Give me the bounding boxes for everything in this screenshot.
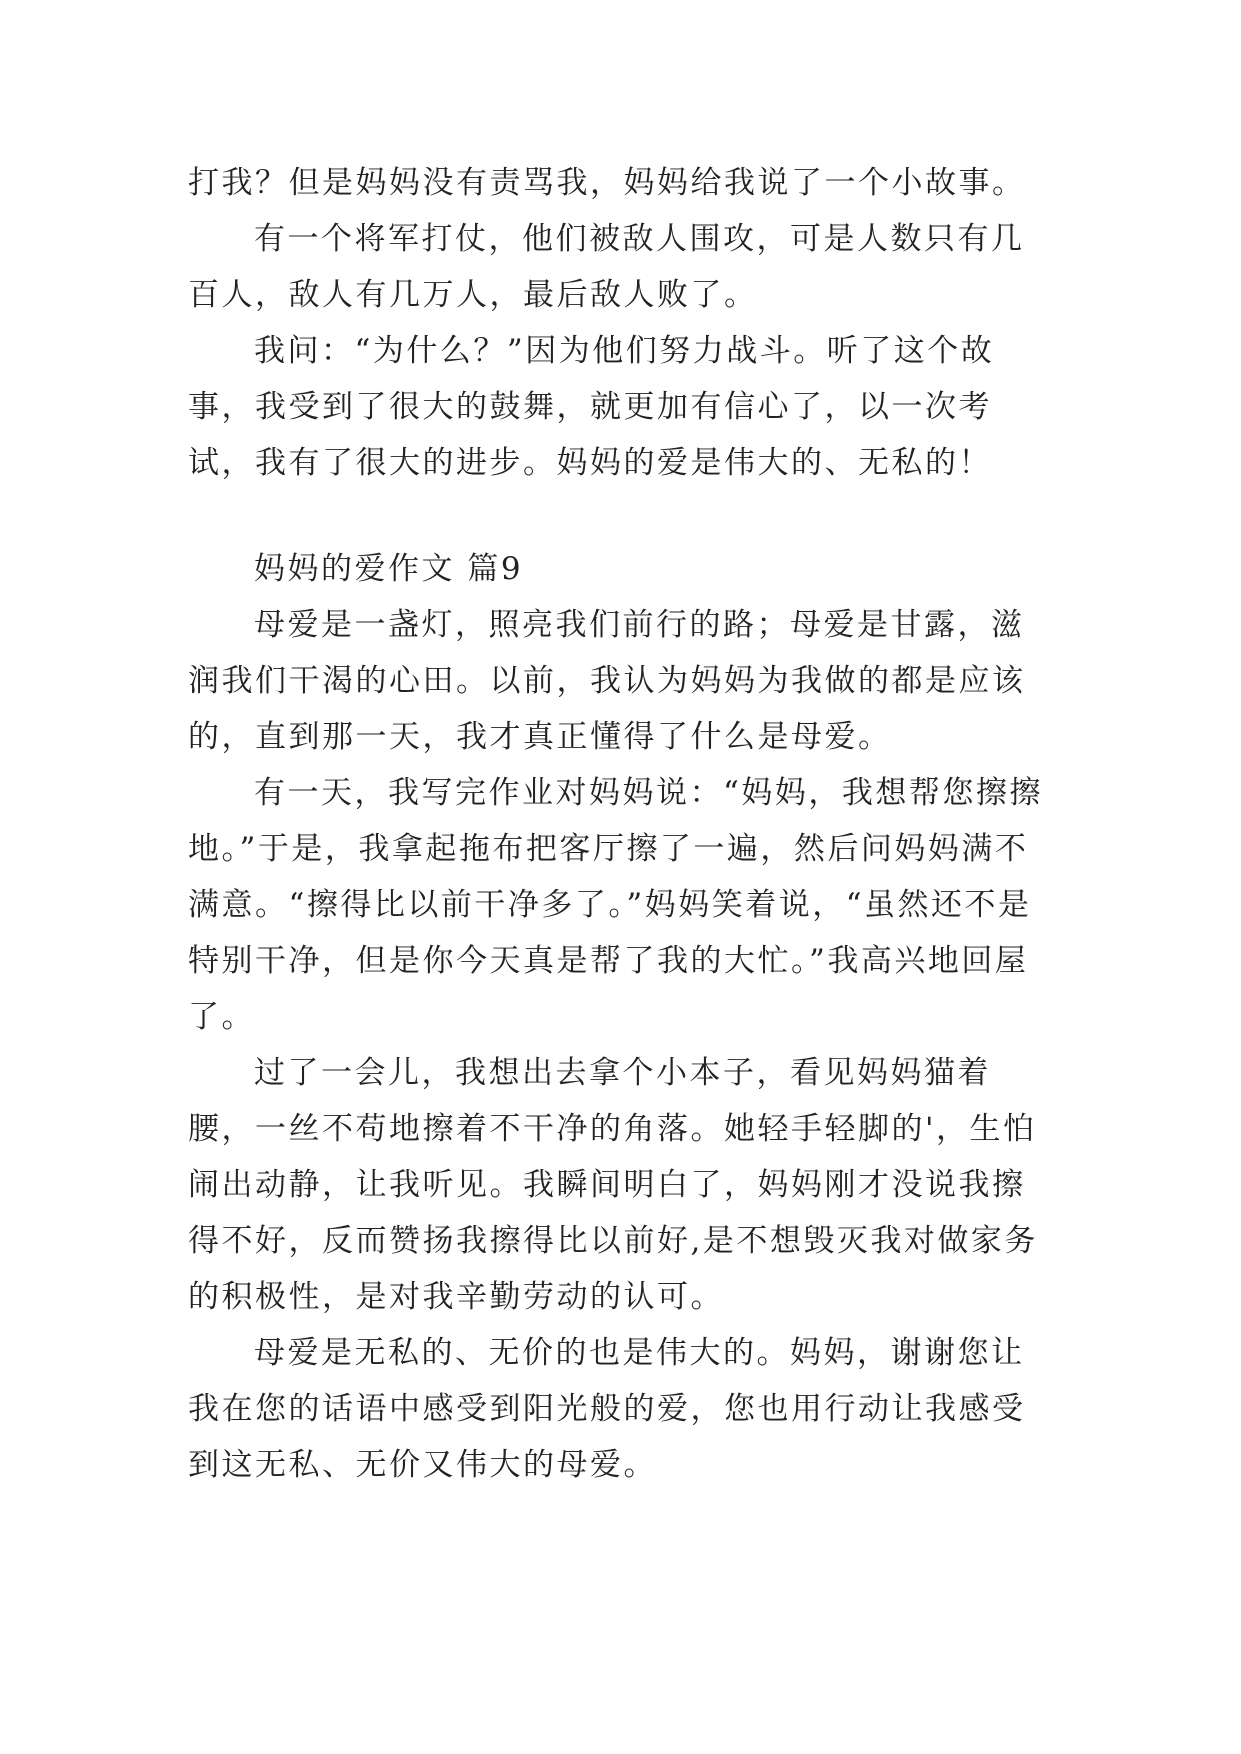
paragraph-7: 母爱是无私的、无价的也是伟大的。妈妈，谢谢您让我在您的话语中感受到阳光般的爱，您也用行动让我感受到这无私、无价又伟大的母爱。 (188, 1335, 1026, 1483)
paragraph-2: 有一个将军打仗，他们被敌人围攻，可是人数只有几百人，敌人有几万人，最后敌人败了。 (188, 221, 1025, 313)
paragraph-5: 有一天，我写完作业对妈妈说：“妈妈，我想帮您擦擦地。”于是，我拿起拖布把客厅擦了一遍，然后问妈妈满不满意。“擦得比以前干净多了。”妈妈笑着说，“虽然还不是特别干净，但是你今天真是帮了我的大忙。”我高兴地回屋了。 (188, 775, 1043, 1035)
paragraph-4: 母爱是一盏灯，照亮我们前行的路；母爱是甘露，滋润我们干渴的心田。以前，我认为妈妈为我做的都是应该的，直到那一天，我才真正懂得了什么是母爱。 (188, 607, 1026, 755)
paragraph-6: 过了一会儿，我想出去拿个小本子，看见妈妈猫着腰，一丝不苟地擦着不干净的角落。她轻手轻脚的'，生怕闹出动静，让我听见。我瞬间明白了，妈妈刚才没说我擦得不好，反而赞扬我擦得比以前好,是不想毁灭我对做家务的积极性，是对我辛勤劳动的认可。 (188, 1055, 1038, 1315)
paragraph-3: 我问：“为什么？”因为他们努力战斗。听了这个故事，我受到了很大的鼓舞，就更加有信心了，以一次考试，我有了很大的进步。妈妈的爱是伟大的、无私的！ (188, 333, 995, 481)
section-spacer (188, 491, 1048, 541)
section-heading: 妈妈的爱作文 篇9 (254, 551, 524, 587)
paragraph-1: 打我？但是妈妈没有责骂我，妈妈给我说了一个小故事。 (188, 165, 1026, 201)
document-body (188, 155, 1048, 1493)
